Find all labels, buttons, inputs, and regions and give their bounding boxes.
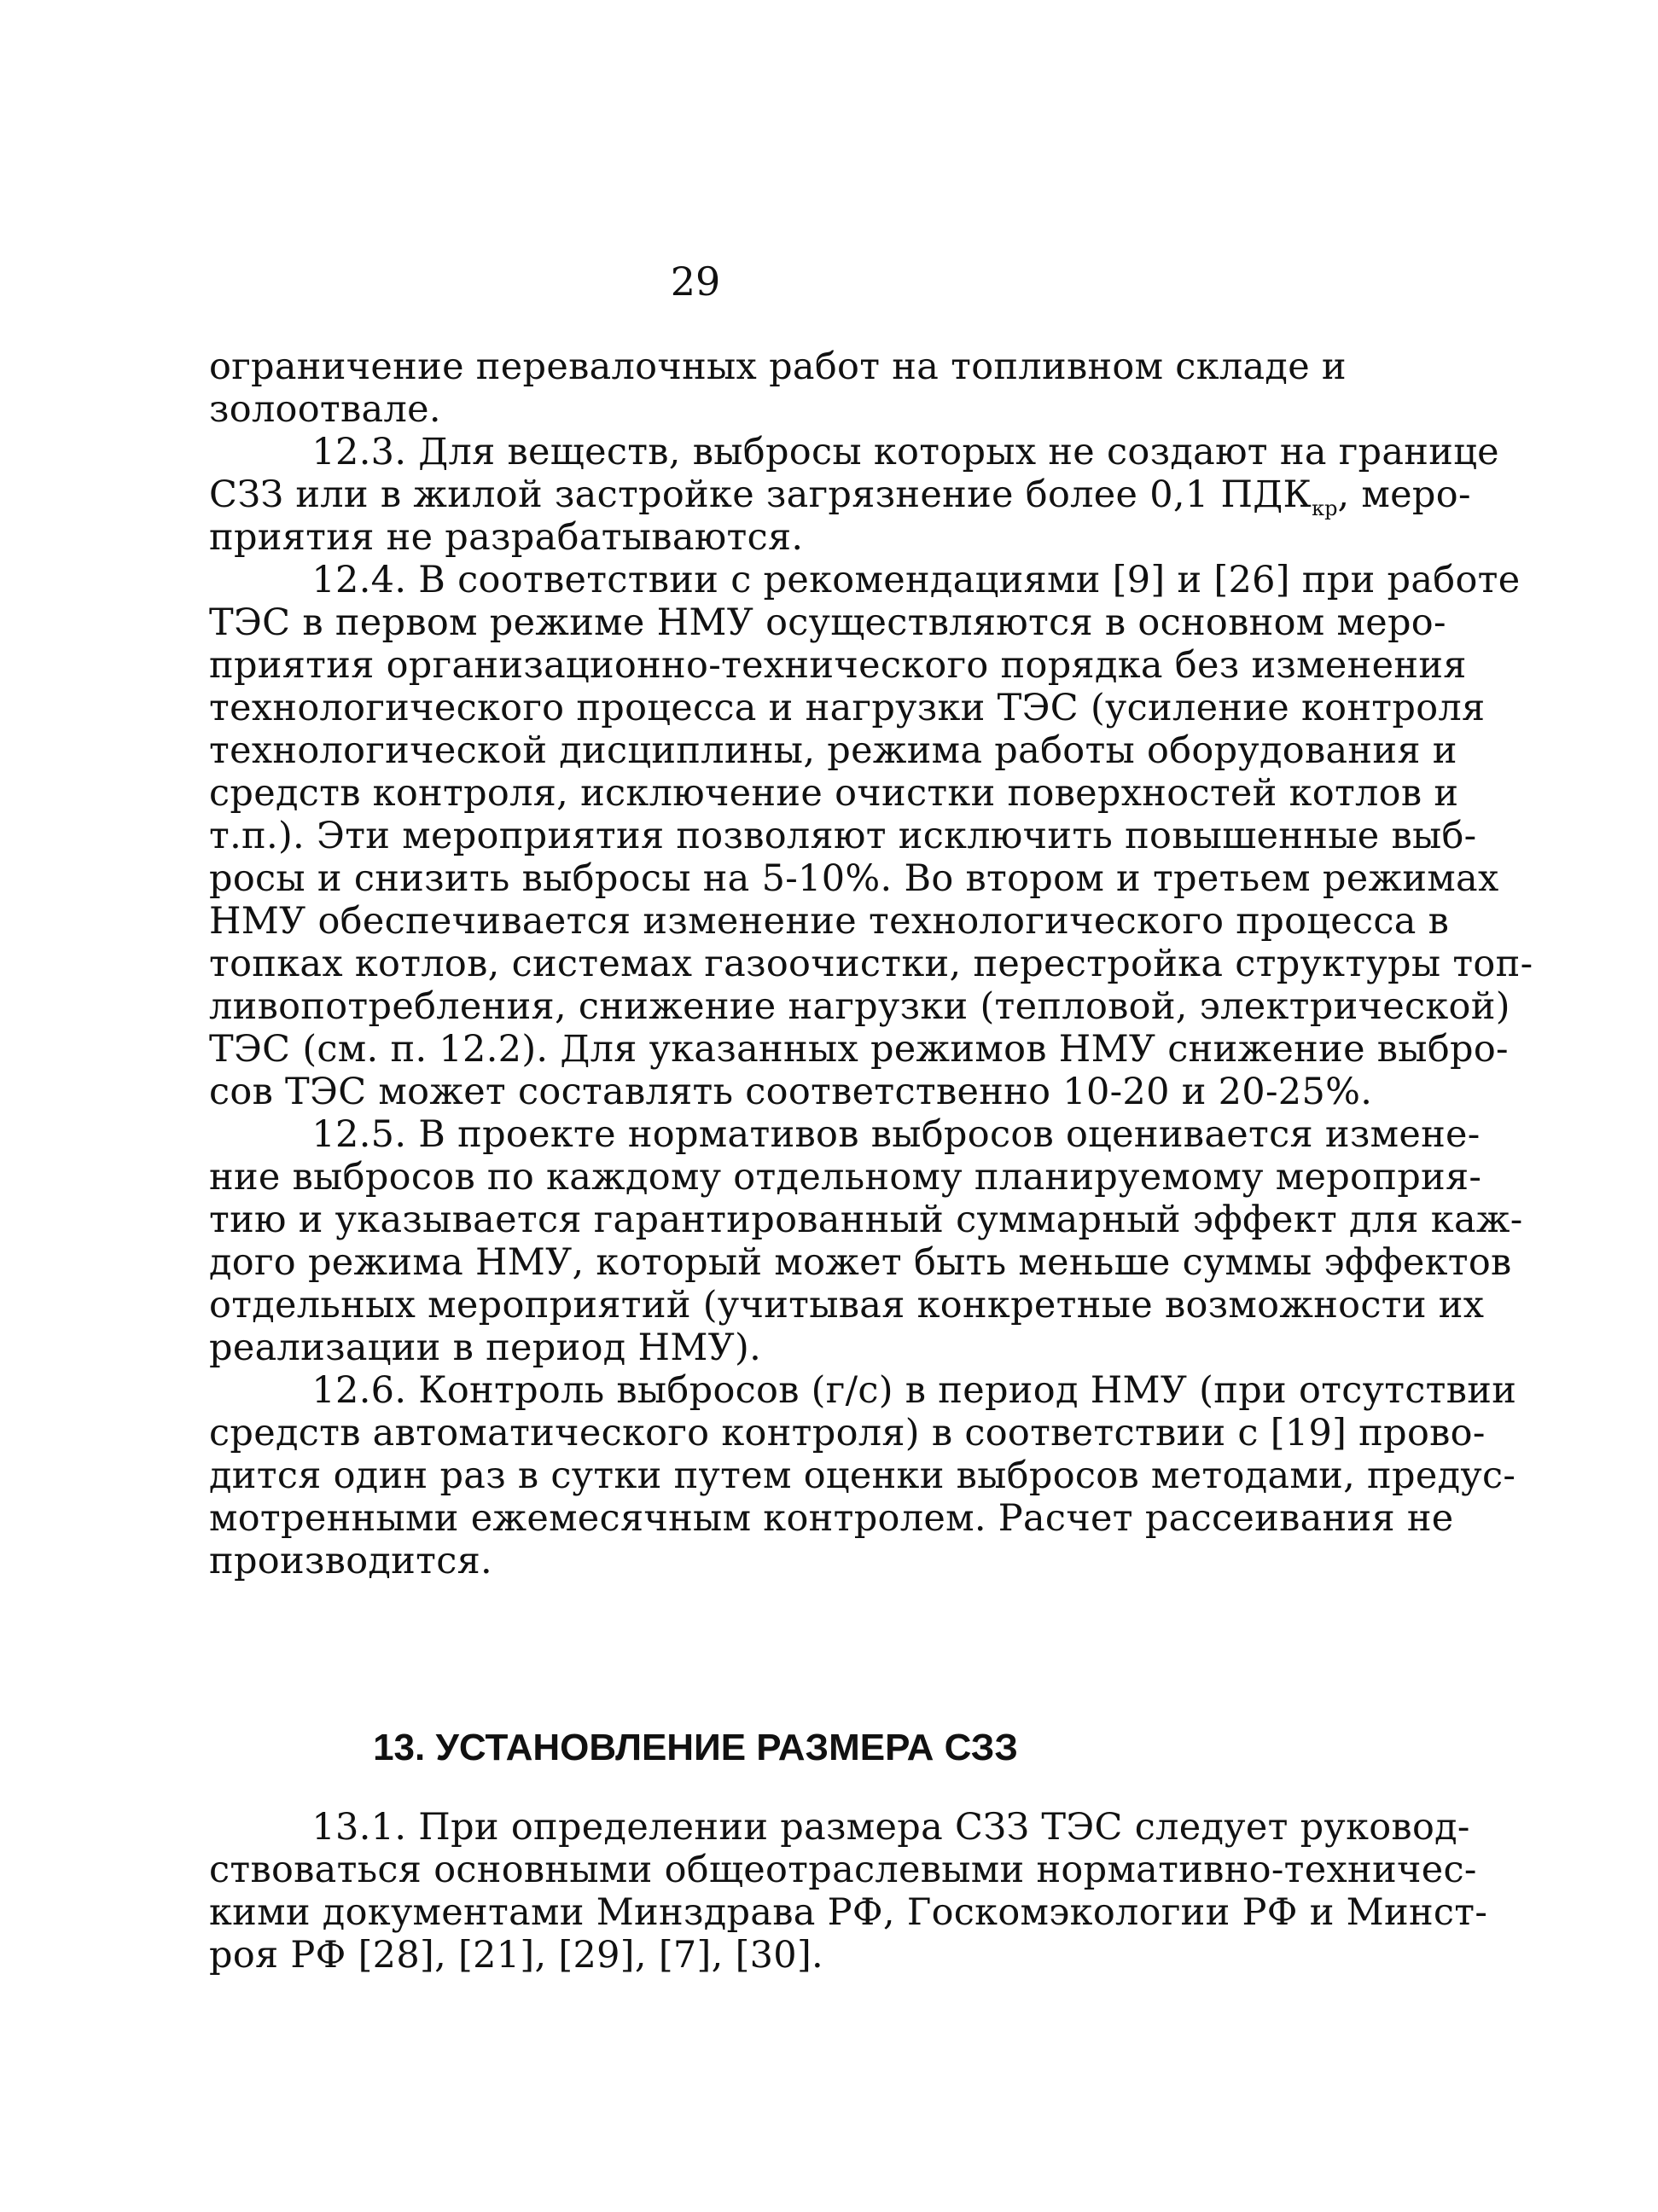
text-line: ние выбросов по каждому отдельному планируемому мероприя- — [209, 1156, 1482, 1199]
text-line: мотренными ежемесячным контролем. Расчет рассеивания не — [209, 1497, 1454, 1540]
text-line: реализации в период НМУ). — [209, 1327, 762, 1369]
section-13-heading: 13. УСТАНОВЛЕНИЕ РАЗМЕРА СЗЗ — [373, 1727, 1018, 1768]
text-line: тию и указывается гарантированный суммарный эффект для каж- — [209, 1199, 1523, 1241]
text-line: кими документами Минздрава РФ, Госкомэкологии РФ и Минст- — [209, 1891, 1488, 1934]
text-line: 12.5. В проекте нормативов выбросов оценивается измене- — [311, 1113, 1481, 1156]
text-line: 12.3. Для веществ, выбросы которых не создают на границе — [311, 431, 1499, 473]
text-line: НМУ обеспечивается изменение технологического процесса в — [209, 900, 1450, 943]
text-line: отдельных мероприятий (учитывая конкретные возможности их — [209, 1284, 1485, 1327]
text-line: росы и снизить выбросы на 5-10%. Во втором и третьем режимах — [209, 857, 1499, 900]
text-line: золоотвале. — [209, 388, 441, 431]
text-line: технологического процесса и нагрузки ТЭС (усиление контроля — [209, 687, 1486, 729]
text-line: средств контроля, исключение очистки поверхностей котлов и — [209, 772, 1459, 815]
text-line: топках котлов, системах газоочистки, перестройка структуры топ- — [209, 943, 1533, 985]
text-line: технологической дисциплины, режима работы оборудования и — [209, 729, 1457, 772]
text-line: 12.4. В соответствии с рекомендациями [9] и [26] при работе — [311, 559, 1521, 601]
section-12-text — [209, 345, 1533, 1582]
text-line: сов ТЭС может составлять соответственно 10-20 и 20-25%. — [209, 1071, 1373, 1113]
text-line: приятия не разрабатываются. — [209, 516, 804, 559]
text-line: 12.6. Контроль выбросов (г/с) в период НМУ (при отсутствии — [311, 1369, 1517, 1412]
text-line: ТЭС в первом режиме НМУ осуществляются в основном меро- — [209, 601, 1446, 644]
text-line: приятия организационно-технического порядка без изменения — [209, 644, 1467, 687]
text-line-with-subscript — [209, 473, 1471, 520]
text-line-part: СЗЗ или в жилой застройке загрязнение более 0,1 ПДК — [209, 473, 1312, 516]
text-line: дится один раз в сутки путем оценки выбросов методами, предус- — [209, 1454, 1516, 1497]
text-line: дого режима НМУ, который может быть меньше суммы эффектов — [209, 1241, 1512, 1284]
text-line: средств автоматического контроля) в соответствии с [19] прово- — [209, 1412, 1486, 1454]
text-line: т.п.). Эти мероприятия позволяют исключить повышенные выб- — [209, 815, 1477, 857]
text-line-part: , меро- — [1337, 473, 1471, 516]
text-line: 13.1. При определении размера СЗЗ ТЭС следует руковод- — [311, 1806, 1470, 1849]
text-line: ограничение перевалочных работ на топливном складе и — [209, 345, 1347, 388]
section-13-text — [209, 1806, 1488, 1977]
text-line: ТЭС (см. п. 12.2). Для указанных режимов НМУ снижение выбро- — [209, 1028, 1509, 1071]
text-line: ствоваться основными общеотраслевыми нормативно-техничес- — [209, 1849, 1477, 1891]
text-line: производится. — [209, 1540, 492, 1582]
text-line: роя РФ [28], [21], [29], [7], [30]. — [209, 1934, 823, 1977]
page-number: 29 — [670, 258, 721, 305]
text-line: ливопотребления, снижение нагрузки (тепловой, электрической) — [209, 985, 1510, 1028]
subscript-text: кр — [1312, 496, 1338, 520]
